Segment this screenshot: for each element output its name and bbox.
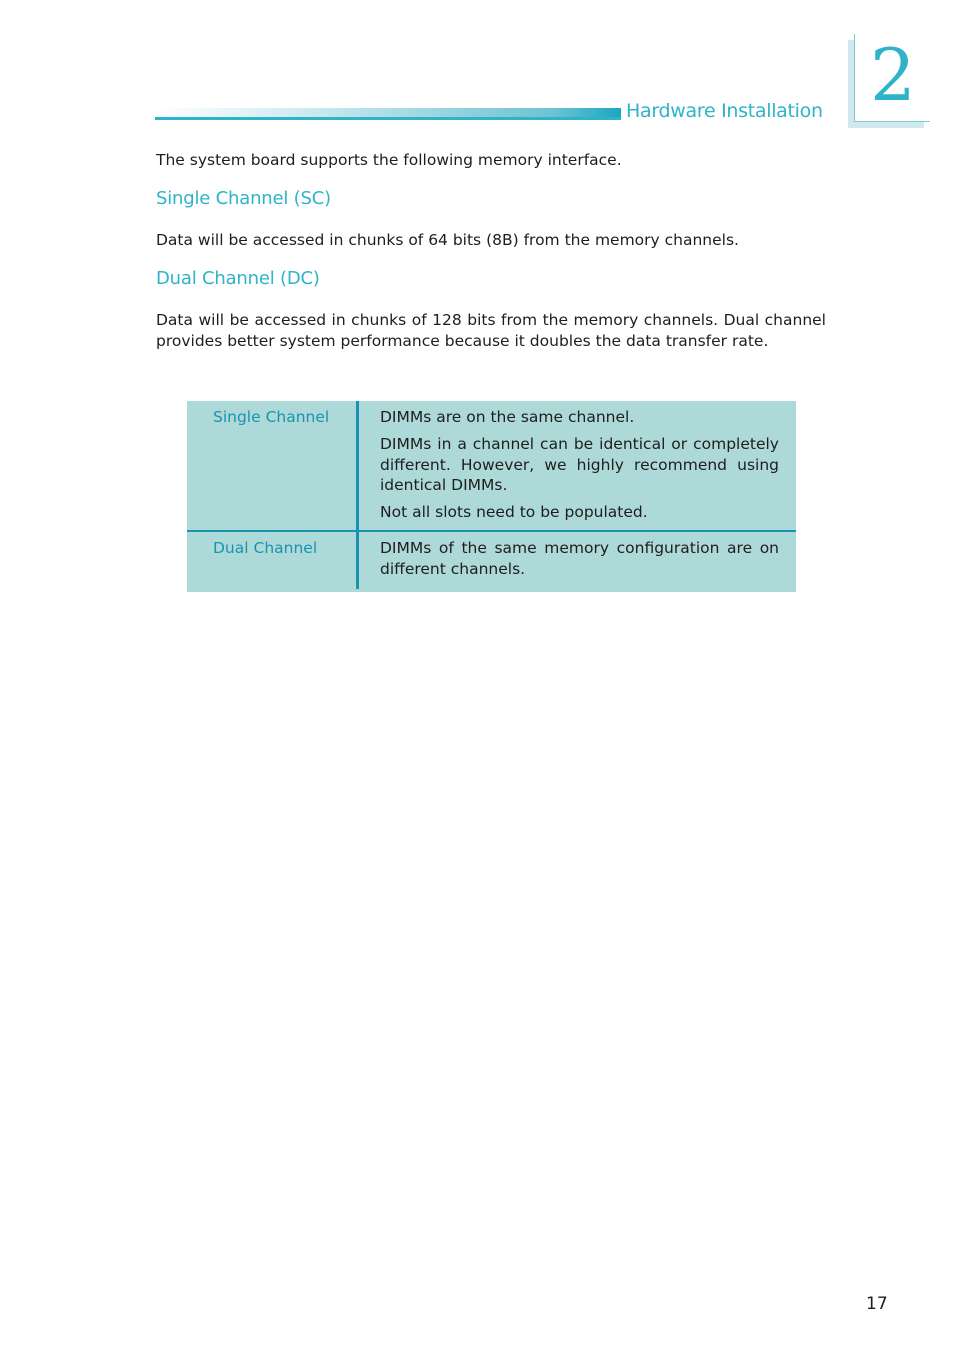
table-row-line: Not all slots need to be populated.: [380, 503, 648, 521]
section-heading-dual-channel: Dual Channel (DC): [156, 268, 320, 289]
memory-mode-table: [187, 401, 796, 592]
table-row-line: DIMMs are on the same channel.: [380, 408, 635, 426]
table-row: [187, 532, 796, 592]
table-row-line: DIMMs of the same memory configuration are on different channels.: [380, 539, 779, 578]
table-row-description: [380, 538, 779, 586]
header-rule: [155, 108, 621, 120]
table-row-description: [380, 407, 779, 529]
intro-paragraph: The system board supports the following memory interface.: [156, 151, 622, 169]
section-text-dual-channel: Data will be accessed in chunks of 128 bits from the memory channels. Dual channel provides better system performance because it doubles the data transfer rate.: [156, 311, 826, 350]
chapter-title: Hardware Installation: [626, 100, 823, 122]
table-row-label: Single Channel: [213, 408, 330, 426]
header-rule-line: [155, 117, 621, 120]
chapter-number: 2: [870, 33, 916, 117]
table-column-divider: [356, 401, 359, 530]
section-text-single-channel: Data will be accessed in chunks of 64 bits (8B) from the memory channels.: [156, 231, 739, 249]
section-heading-single-channel: Single Channel (SC): [156, 188, 331, 209]
table-row-label: Dual Channel: [213, 539, 318, 557]
page-number: 17: [866, 1294, 888, 1314]
table-row-line: DIMMs in a channel can be identical or completely different. However, we highly recommend using identical DIMMs.: [380, 435, 779, 494]
table-row: [187, 401, 796, 530]
table-column-divider: [356, 532, 359, 589]
